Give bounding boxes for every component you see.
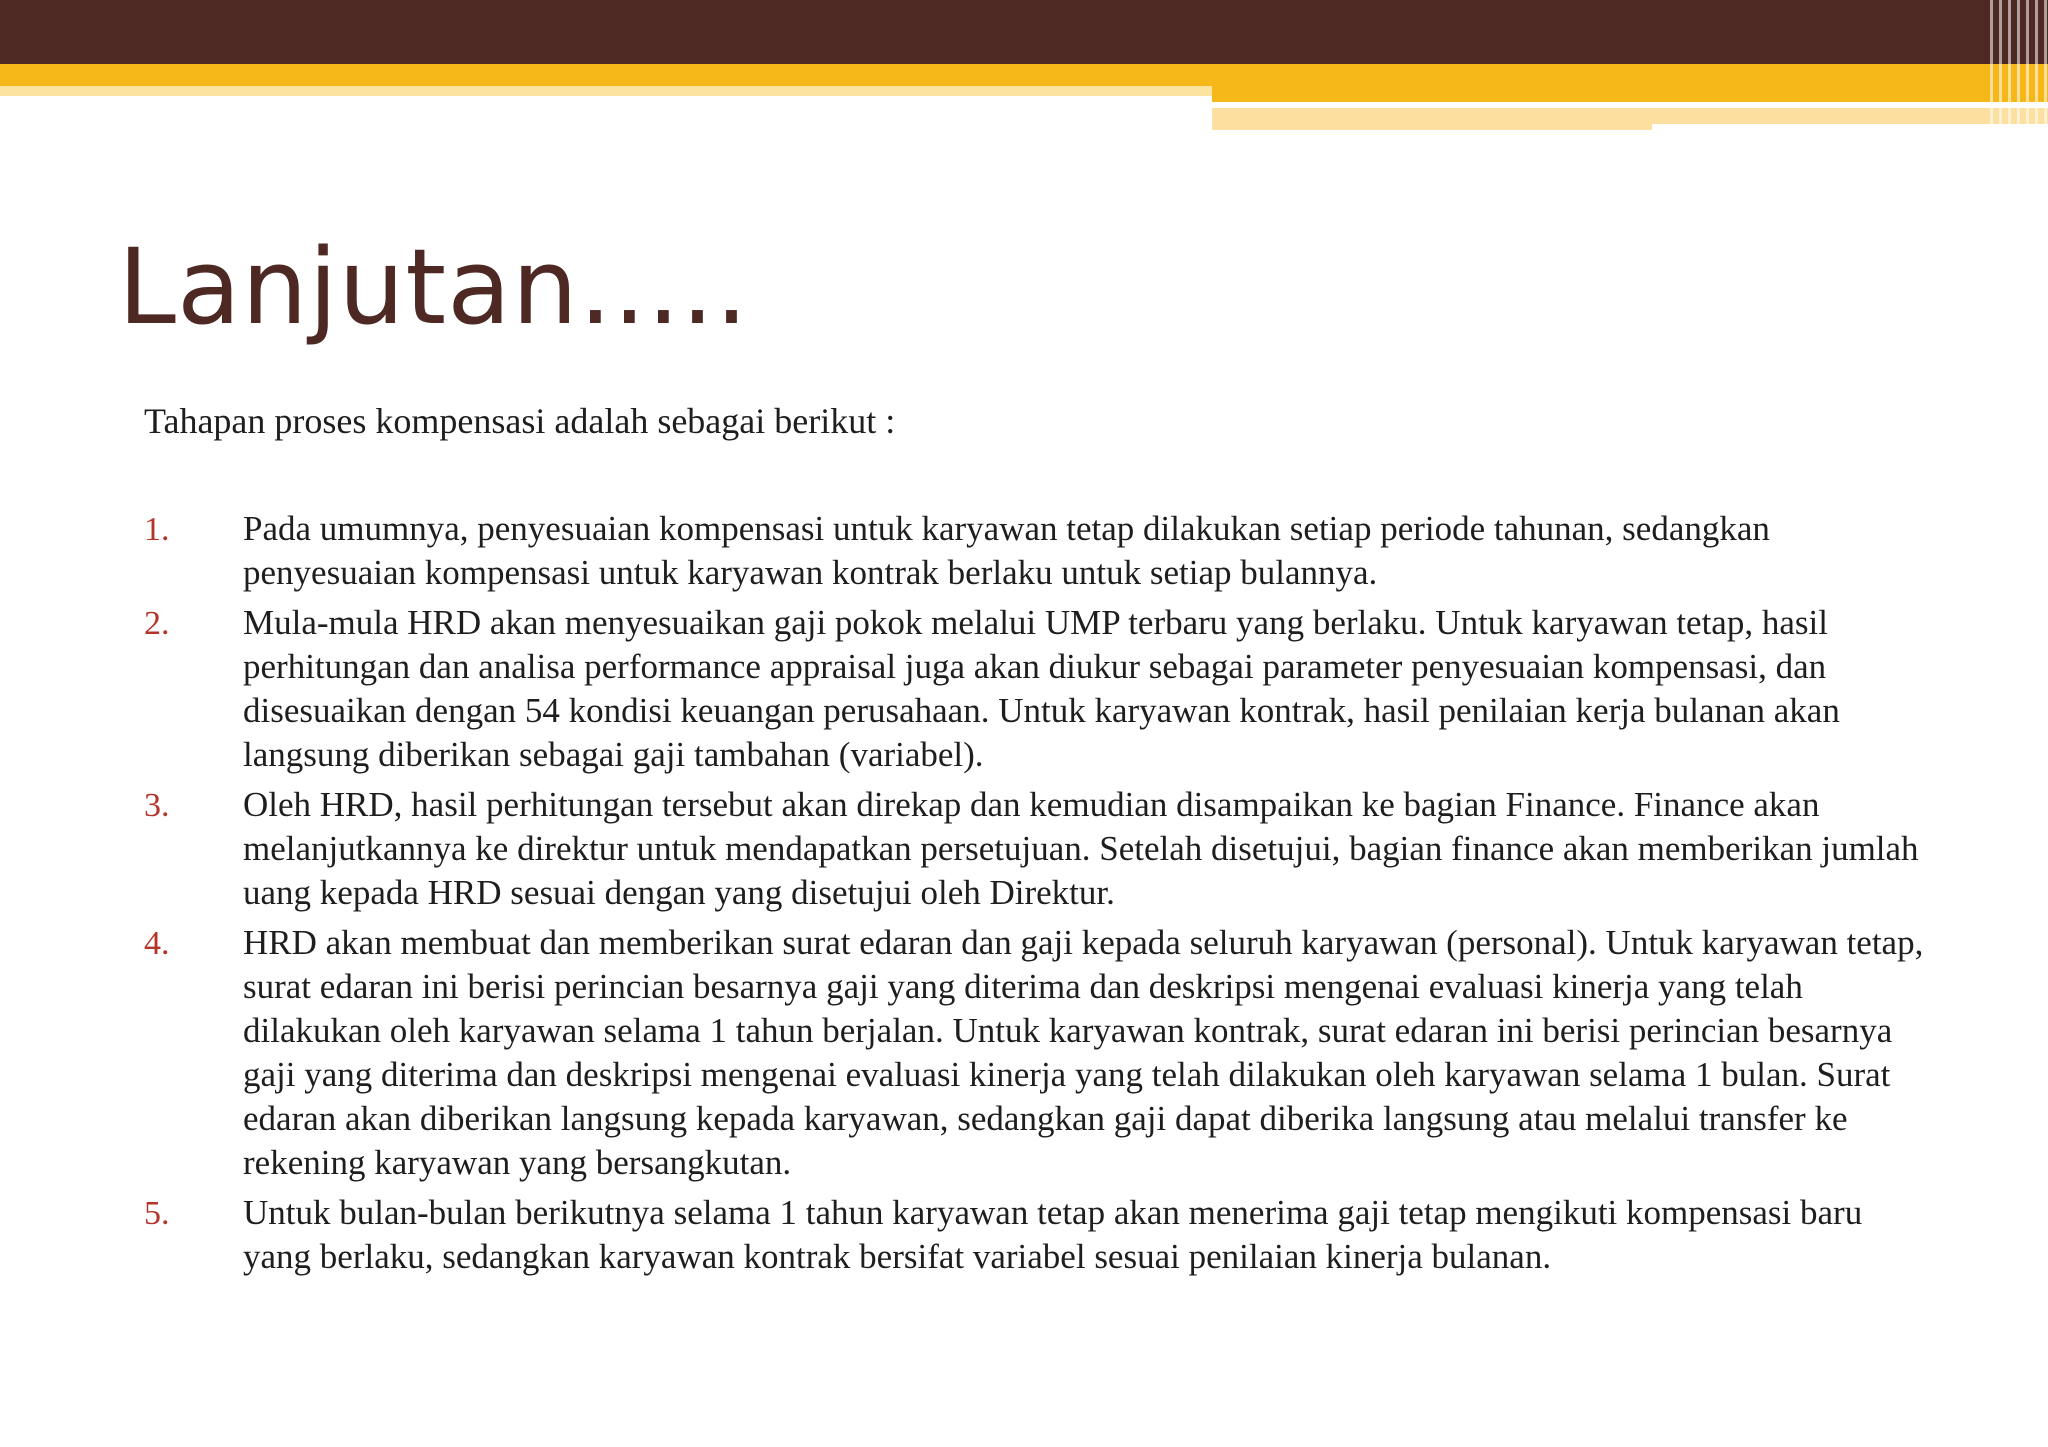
header-band-gold-left-light xyxy=(0,86,1212,96)
step-item xyxy=(144,507,1924,595)
header-band-pale-notch xyxy=(1652,124,2048,130)
step-text: Untuk bulan-bulan berikutnya selama 1 tahun karyawan tetap akan menerima gaji tetap mengikuti kompensasi baru yang berlaku, sedangkan karyawan kontrak bersifat variabel sesuai penilaian kinerja bulanan. xyxy=(243,1193,1863,1276)
step-number: 5. xyxy=(144,1195,170,1232)
step-number: 1. xyxy=(144,511,170,548)
step-text: Pada umumnya, penyesuaian kompensasi untuk karyawan tetap dilakukan setiap periode tahunan, sedangkan penyesuaian kompensasi untuk karyawan kontrak berlaku untuk setiap bulannya. xyxy=(243,509,1770,592)
header-band-gold-right xyxy=(1212,64,2048,102)
step-text: HRD akan membuat dan memberikan surat edaran dan gaji kepada seluruh karyawan (personal). Untuk karyawan tetap, surat edaran ini berisi perincian besarnya gaji yang diterima dan deskripsi mengenai evaluasi kinerja yang telah dilakukan oleh karyawan selama 1 tahun berjalan. Untuk karyawan kontrak, surat edaran ini berisi perincian besarnya gaji yang diterima dan deskripsi mengenai evaluasi kinerja yang telah dilakukan oleh karyawan selama 1 bulan. Surat edaran akan diberikan langsung kepada karyawan, sedangkan gaji dapat diberika langsung atau melalui transfer ke rekening karyawan yang bersangkutan. xyxy=(243,923,1924,1182)
step-item xyxy=(144,921,1924,1185)
header-band-brown xyxy=(0,0,2048,64)
step-number: 4. xyxy=(144,925,170,962)
step-item xyxy=(144,783,1924,915)
step-item xyxy=(144,601,1924,777)
steps-list xyxy=(144,507,1924,1285)
step-number: 3. xyxy=(144,787,170,824)
header-band-gold-left xyxy=(0,64,1212,86)
header-edge-stripes xyxy=(1990,0,2048,132)
step-text: Mula-mula HRD akan menyesuaikan gaji pokok melalui UMP terbaru yang berlaku. Untuk karyawan tetap, hasil perhitungan dan analisa performance appraisal juga akan diukur sebagai parameter penyesuaian kompensasi, dan disesuaikan dengan 54 kondisi keuangan perusahaan. Untuk karyawan kontrak, hasil penilaian kerja bulanan akan langsung diberikan sebagai gaji tambahan (variabel). xyxy=(243,603,1840,774)
step-text: Oleh HRD, hasil perhitungan tersebut akan direkap dan kemudian disampaikan ke bagian Finance. Finance akan melanjutkannya ke direktur untuk mendapatkan persetujuan. Setelah disetujui, bagian finance akan memberikan jumlah uang kepada HRD sesuai dengan yang disetujui oleh Direktur. xyxy=(243,785,1919,912)
step-number: 2. xyxy=(144,605,170,642)
intro-text: Tahapan proses kompensasi adalah sebagai berikut : xyxy=(144,401,896,441)
slide-title: Lanjutan..... xyxy=(118,226,750,348)
step-item xyxy=(144,1191,1924,1279)
